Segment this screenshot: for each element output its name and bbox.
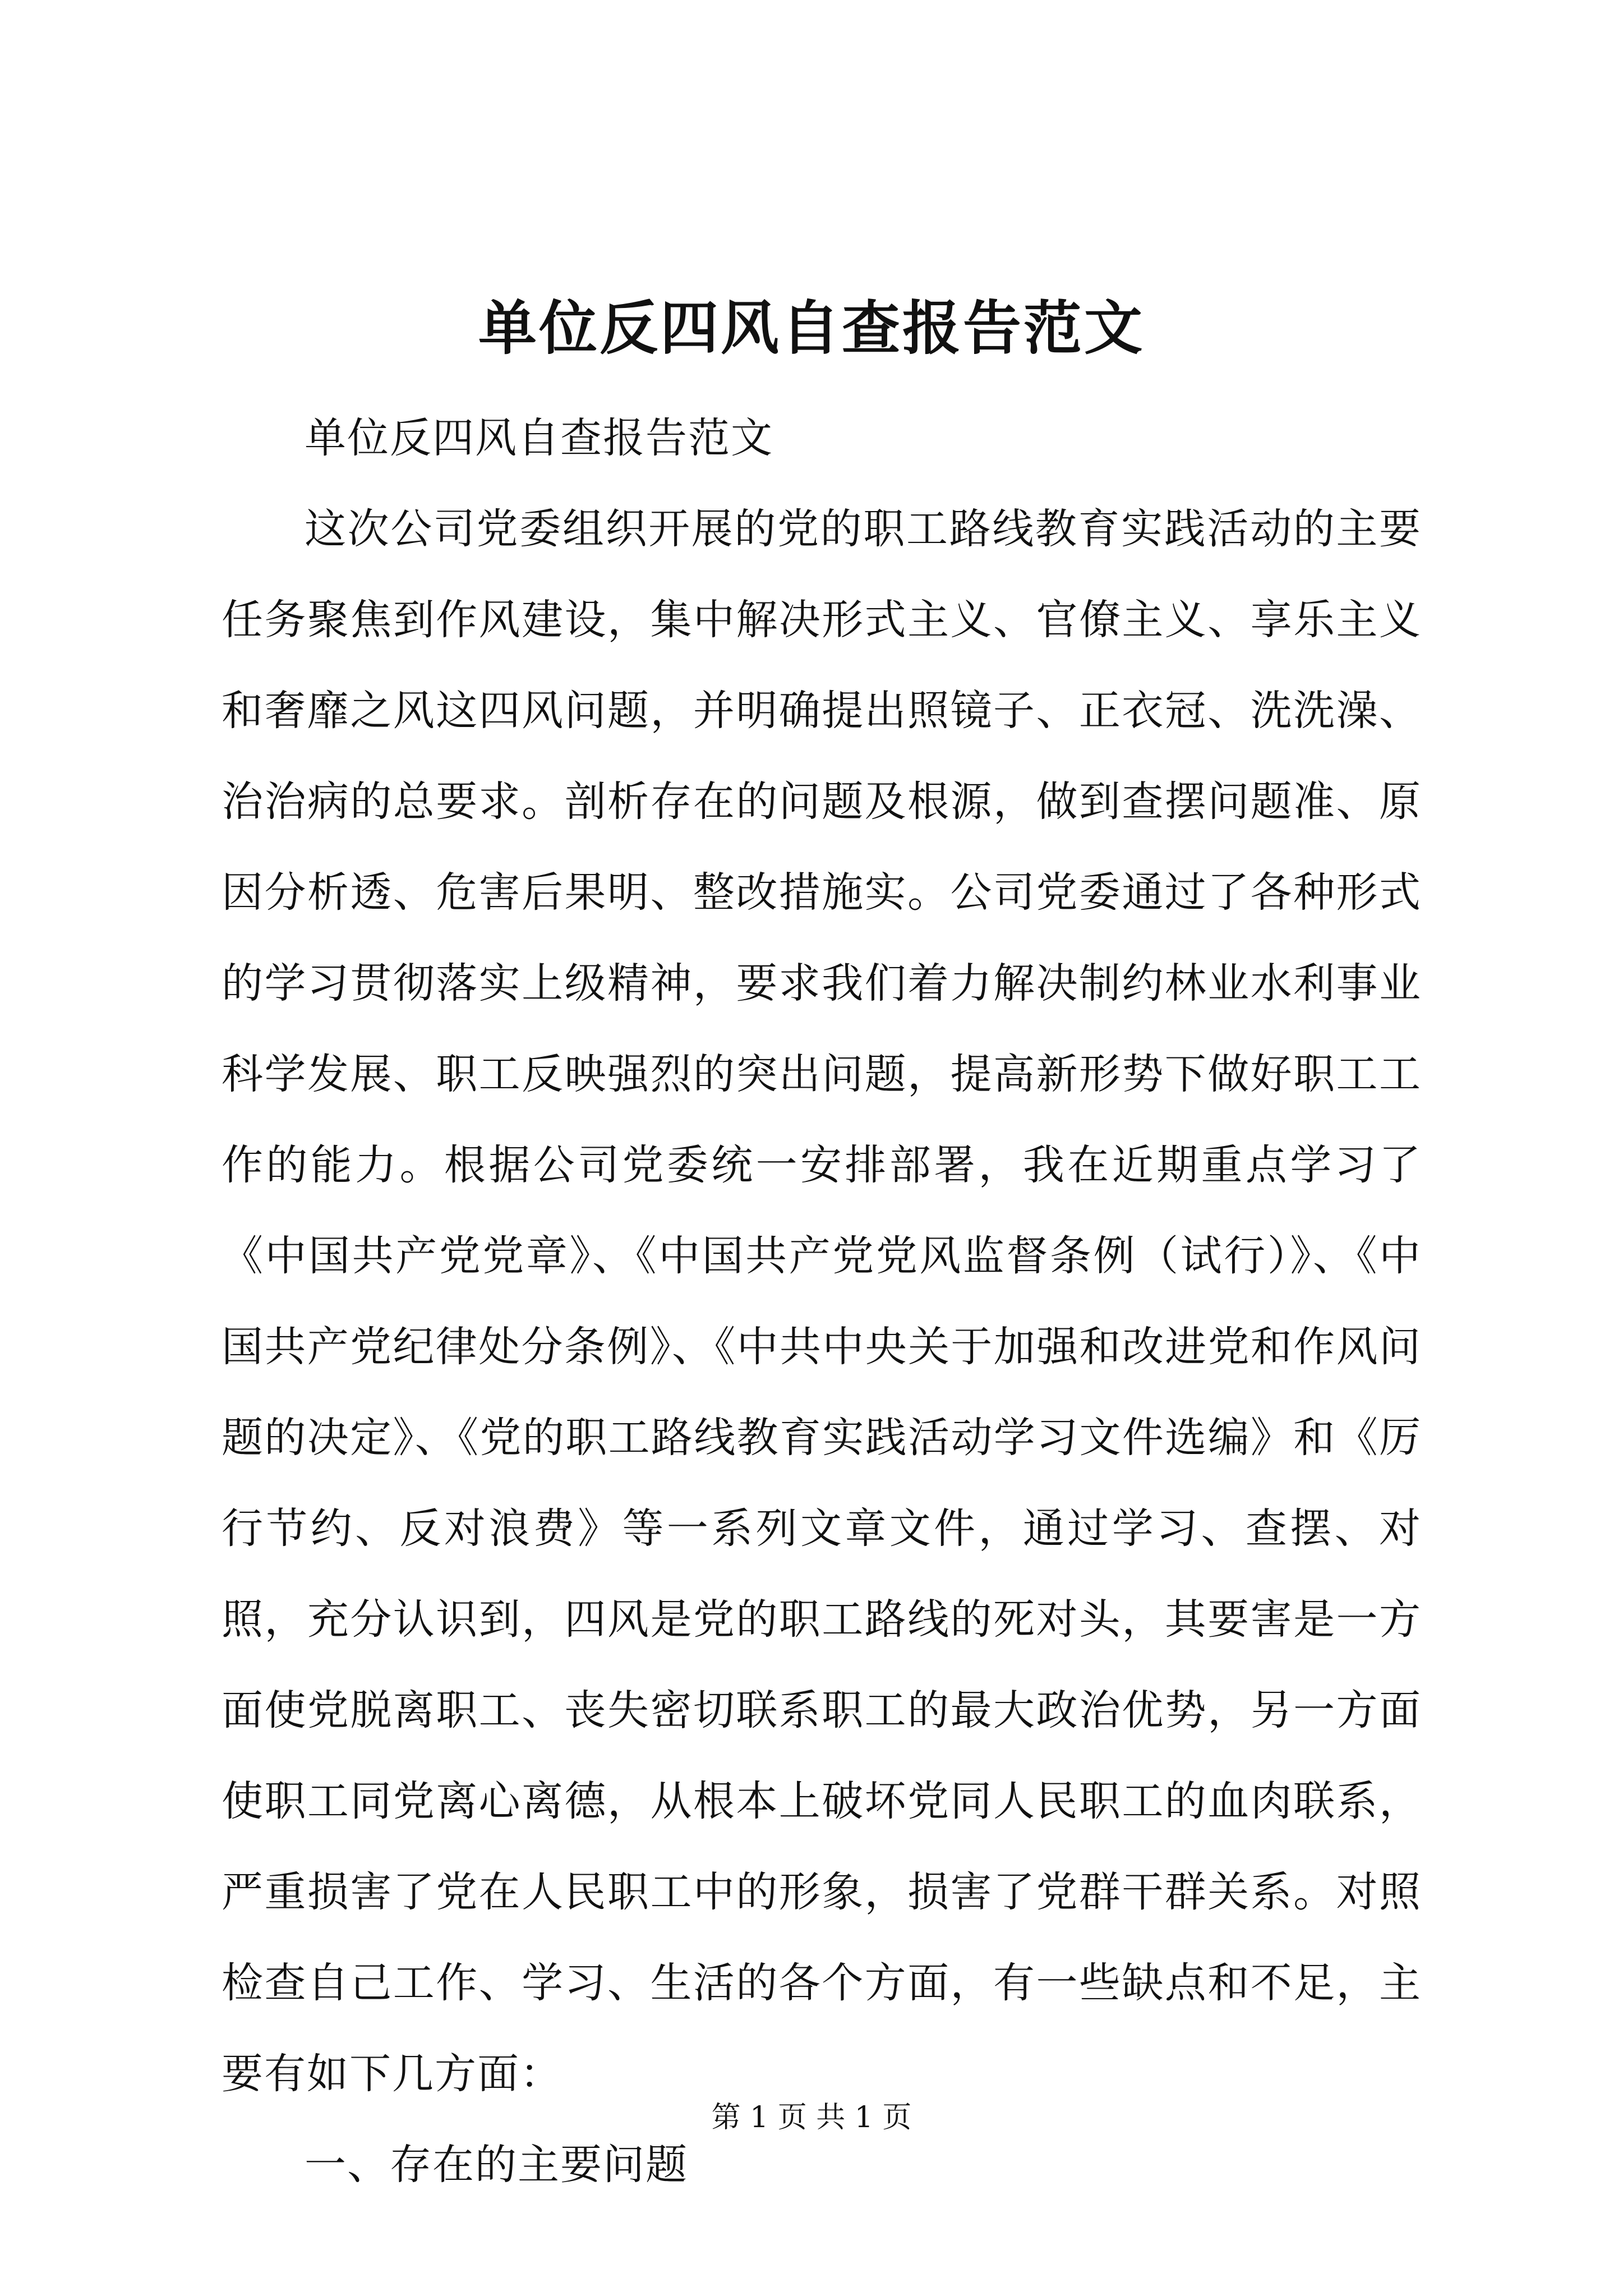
body-paragraph: 这次公司党委组织开展的党的职工路线教育实践活动的主要任务聚焦到作风建设，集中解决形式主义、官僚主义、享乐主义和奢靡之风这四风问题，并明确提出照镜子、正衣冠、洗洗澡、治治病的总要求。剖析存在的问题及根源，做到查摆问题准、原因分析透、危害后果明、整改措施实。公司党委通过了各种形式的学习贯彻落实上级精神，要求我们着力解决制约林业水利事业科学发展、职工反映强烈的突出问题，提高新形势下做好职工工作的能力。根据公司党委统一安排部署，我在近期重点学习了《中国共产党党章》、《中国共产党党风监督条例（试行）》、《中国共产党纪律处分条例》、《中共中央关于加强和改进党和作风问题的决定》、《党的职工路线教育实践活动学习文件选编》和《厉行节约、反对浪费》等一系列文章文件，通过学习、查摆、对照，充分认识到，四风是党的职工路线的死对头，其要害是一方面使党脱离职工、丧失密切联系职工的最大政治优势，另一方面使职工同党离心离德，从根本上破坏党同人民职工的血肉联系，严重损害了党在人民职工中的形象，损害了党群干群关系。对照检查自己工作、学习、生活的各个方面，有一些缺点和不足，主要有如下几方面： [222, 505, 1422, 2098]
document-subtitle: 单位反四风自查报告范文 [305, 414, 773, 462]
document-title: 单位反四风自查报告范文 [478, 293, 1145, 362]
page-footer: 第 1 页 共 1 页 [711, 2101, 912, 2134]
document-body [222, 393, 1422, 2210]
section-heading: 一、存在的主要问题 [305, 2141, 688, 2189]
